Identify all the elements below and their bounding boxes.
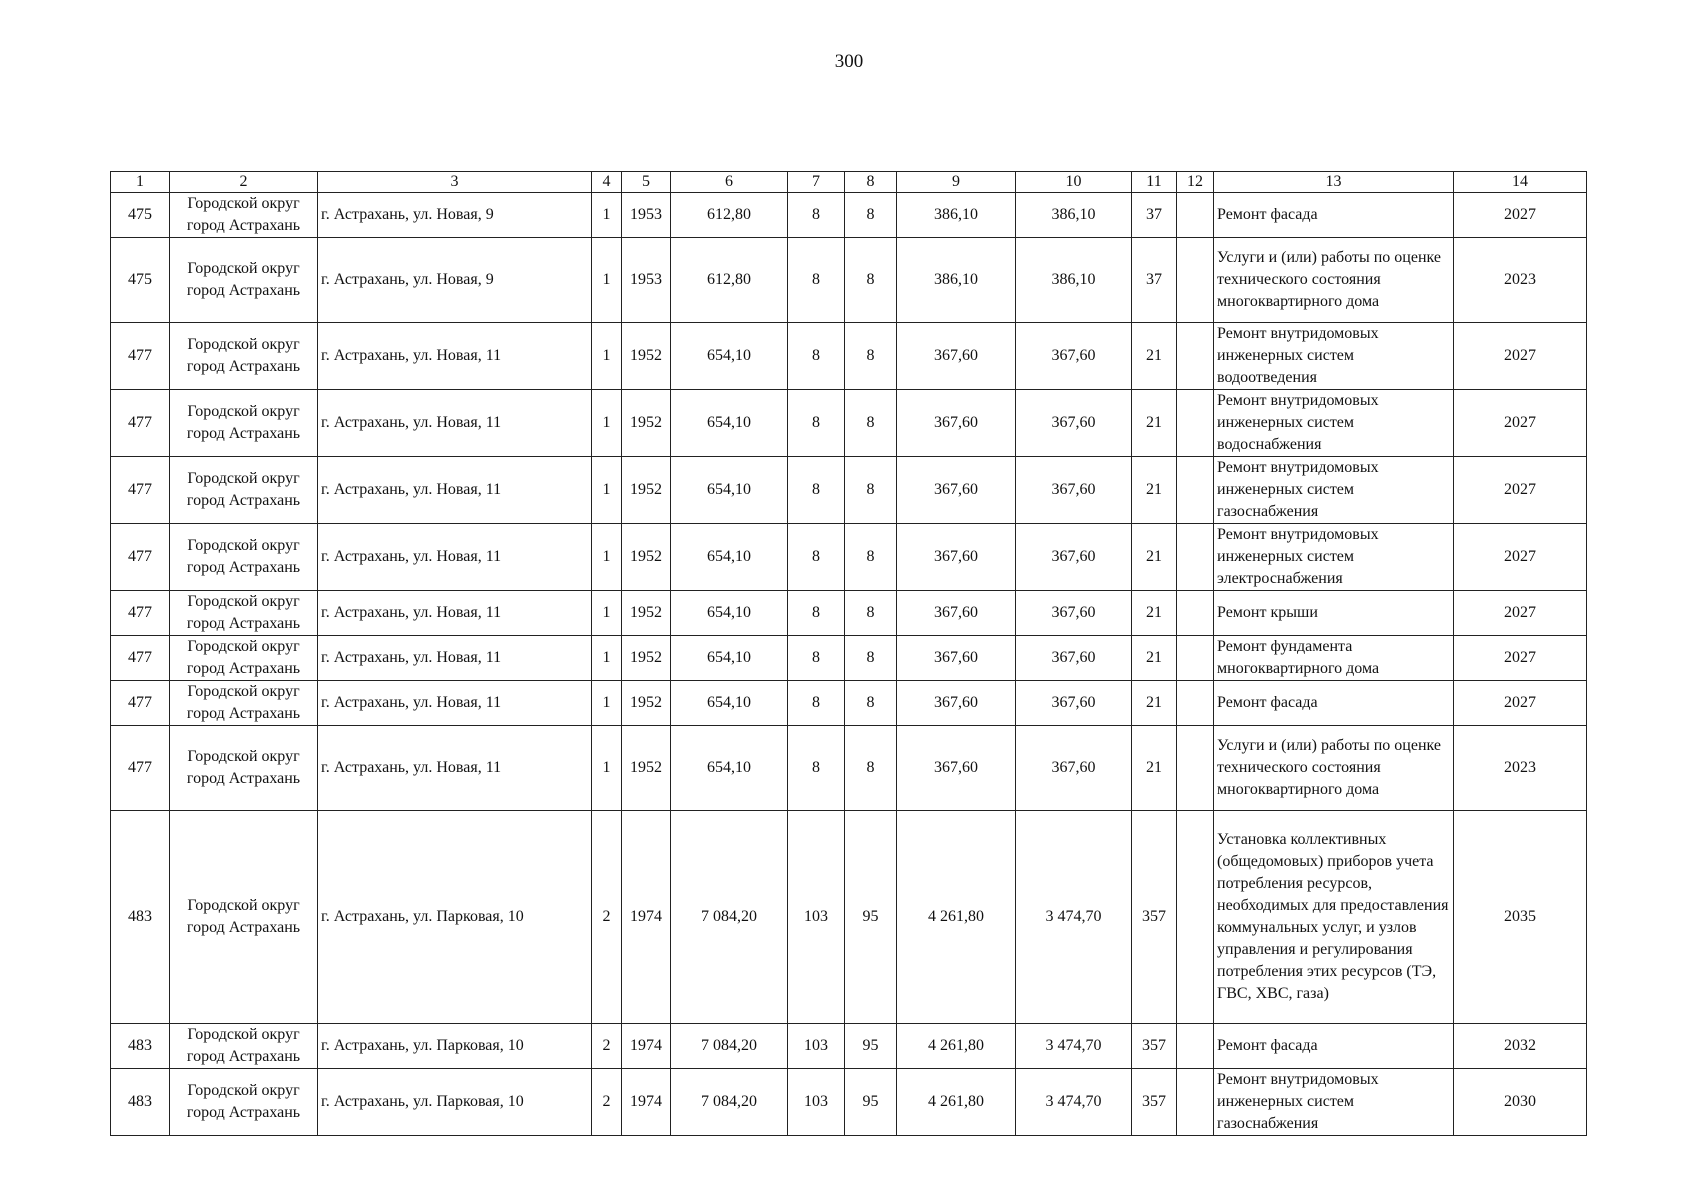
- col12-cell: [1177, 193, 1214, 238]
- total-area-cell: 654,10: [671, 323, 788, 390]
- year-cell: 1974: [622, 811, 671, 1024]
- year-cell: 1952: [622, 457, 671, 524]
- house-number-cell: 483: [111, 811, 170, 1024]
- table-row: [111, 390, 1587, 457]
- area-cell: 367,60: [897, 323, 1016, 390]
- municipality-cell: Городской округ город Астрахань: [170, 524, 318, 591]
- municipality-cell: Городской округ город Астрахань: [170, 681, 318, 726]
- register-table: [110, 171, 1587, 1136]
- living-area-cell: 386,10: [1016, 193, 1132, 238]
- column-header: 13: [1214, 172, 1454, 193]
- living-area-cell: 367,60: [1016, 636, 1132, 681]
- residents-cell: 37: [1132, 193, 1177, 238]
- municipality-cell: Городской округ город Астрахань: [170, 457, 318, 524]
- total-area-cell: 654,10: [671, 726, 788, 811]
- planned-year-cell: 2027: [1454, 681, 1587, 726]
- total-area-cell: 654,10: [671, 636, 788, 681]
- col8-cell: 8: [845, 323, 897, 390]
- table-row: [111, 591, 1587, 636]
- living-area-cell: 367,60: [1016, 591, 1132, 636]
- table-row: [111, 524, 1587, 591]
- total-area-cell: 654,10: [671, 524, 788, 591]
- column-header: 5: [622, 172, 671, 193]
- planned-year-cell: 2027: [1454, 636, 1587, 681]
- col7-cell: 8: [788, 726, 845, 811]
- col12-cell: [1177, 1069, 1214, 1136]
- col8-cell: 95: [845, 1069, 897, 1136]
- table-row: [111, 457, 1587, 524]
- residents-cell: 21: [1132, 390, 1177, 457]
- municipality-cell: Городской округ город Астрахань: [170, 1024, 318, 1069]
- work-type-cell: Ремонт фундамента многоквартирного дома: [1214, 636, 1454, 681]
- col12-cell: [1177, 323, 1214, 390]
- living-area-cell: 3 474,70: [1016, 1069, 1132, 1136]
- municipality-cell: Городской округ город Астрахань: [170, 390, 318, 457]
- living-area-cell: 367,60: [1016, 390, 1132, 457]
- total-area-cell: 7 084,20: [671, 1024, 788, 1069]
- work-type-cell: Ремонт крыши: [1214, 591, 1454, 636]
- year-cell: 1974: [622, 1024, 671, 1069]
- column-header: 1: [111, 172, 170, 193]
- house-number-cell: 475: [111, 193, 170, 238]
- table-row: [111, 811, 1587, 1024]
- area-cell: 367,60: [897, 681, 1016, 726]
- page-number: 300: [834, 51, 864, 72]
- house-number-cell: 483: [111, 1024, 170, 1069]
- house-number-cell: 477: [111, 681, 170, 726]
- year-cell: 1953: [622, 193, 671, 238]
- planned-year-cell: 2027: [1454, 390, 1587, 457]
- year-cell: 1952: [622, 681, 671, 726]
- total-area-cell: 612,80: [671, 193, 788, 238]
- column-header: 6: [671, 172, 788, 193]
- work-type-cell: Услуги и (или) работы по оценке технического состояния многоквартирного дома: [1214, 238, 1454, 323]
- total-area-cell: 654,10: [671, 457, 788, 524]
- col4-cell: 1: [592, 681, 622, 726]
- col8-cell: 95: [845, 811, 897, 1024]
- col12-cell: [1177, 811, 1214, 1024]
- table-row: [111, 636, 1587, 681]
- col8-cell: 95: [845, 1024, 897, 1069]
- year-cell: 1952: [622, 323, 671, 390]
- year-cell: 1952: [622, 726, 671, 811]
- planned-year-cell: 2027: [1454, 524, 1587, 591]
- work-type-cell: Ремонт фасада: [1214, 1024, 1454, 1069]
- year-cell: 1952: [622, 591, 671, 636]
- table-row: [111, 193, 1587, 238]
- residents-cell: 357: [1132, 811, 1177, 1024]
- house-number-cell: 477: [111, 524, 170, 591]
- municipality-cell: Городской округ город Астрахань: [170, 726, 318, 811]
- municipality-cell: Городской округ город Астрахань: [170, 193, 318, 238]
- col4-cell: 1: [592, 193, 622, 238]
- total-area-cell: 654,10: [671, 591, 788, 636]
- col8-cell: 8: [845, 390, 897, 457]
- column-header: 2: [170, 172, 318, 193]
- work-type-cell: Ремонт внутридомовых инженерных систем газоснабжения: [1214, 1069, 1454, 1136]
- column-number-row: [111, 172, 1587, 193]
- col4-cell: 1: [592, 323, 622, 390]
- year-cell: 1952: [622, 390, 671, 457]
- col12-cell: [1177, 681, 1214, 726]
- house-number-cell: 477: [111, 457, 170, 524]
- col7-cell: 8: [788, 636, 845, 681]
- residents-cell: 21: [1132, 726, 1177, 811]
- address-cell: г. Астрахань, ул. Новая, 11: [318, 323, 592, 390]
- col7-cell: 8: [788, 457, 845, 524]
- residents-cell: 37: [1132, 238, 1177, 323]
- col4-cell: 1: [592, 524, 622, 591]
- address-cell: г. Астрахань, ул. Парковая, 10: [318, 1069, 592, 1136]
- living-area-cell: 3 474,70: [1016, 811, 1132, 1024]
- house-number-cell: 477: [111, 726, 170, 811]
- area-cell: 386,10: [897, 238, 1016, 323]
- residents-cell: 21: [1132, 457, 1177, 524]
- house-number-cell: 477: [111, 323, 170, 390]
- col4-cell: 2: [592, 1024, 622, 1069]
- col12-cell: [1177, 1024, 1214, 1069]
- address-cell: г. Астрахань, ул. Новая, 11: [318, 726, 592, 811]
- planned-year-cell: 2032: [1454, 1024, 1587, 1069]
- col12-cell: [1177, 524, 1214, 591]
- municipality-cell: Городской округ город Астрахань: [170, 591, 318, 636]
- work-type-cell: Ремонт внутридомовых инженерных систем электроснабжения: [1214, 524, 1454, 591]
- work-type-cell: Ремонт фасада: [1214, 193, 1454, 238]
- area-cell: 367,60: [897, 390, 1016, 457]
- residents-cell: 357: [1132, 1069, 1177, 1136]
- col4-cell: 1: [592, 726, 622, 811]
- table-body: [111, 193, 1587, 1136]
- address-cell: г. Астрахань, ул. Новая, 11: [318, 636, 592, 681]
- year-cell: 1974: [622, 1069, 671, 1136]
- residents-cell: 357: [1132, 1024, 1177, 1069]
- planned-year-cell: 2023: [1454, 238, 1587, 323]
- living-area-cell: 386,10: [1016, 238, 1132, 323]
- total-area-cell: 654,10: [671, 681, 788, 726]
- address-cell: г. Астрахань, ул. Новая, 9: [318, 238, 592, 323]
- work-type-cell: Ремонт фасада: [1214, 681, 1454, 726]
- area-cell: 367,60: [897, 726, 1016, 811]
- table-row: [111, 238, 1587, 323]
- living-area-cell: 367,60: [1016, 726, 1132, 811]
- address-cell: г. Астрахань, ул. Новая, 11: [318, 681, 592, 726]
- col7-cell: 8: [788, 390, 845, 457]
- column-header: 10: [1016, 172, 1132, 193]
- col12-cell: [1177, 591, 1214, 636]
- col4-cell: 2: [592, 1069, 622, 1136]
- residents-cell: 21: [1132, 681, 1177, 726]
- address-cell: г. Астрахань, ул. Новая, 9: [318, 193, 592, 238]
- col12-cell: [1177, 726, 1214, 811]
- col7-cell: 8: [788, 323, 845, 390]
- col7-cell: 8: [788, 681, 845, 726]
- residents-cell: 21: [1132, 323, 1177, 390]
- planned-year-cell: 2027: [1454, 323, 1587, 390]
- col7-cell: 8: [788, 591, 845, 636]
- col7-cell: 8: [788, 193, 845, 238]
- column-header: 3: [318, 172, 592, 193]
- col4-cell: 1: [592, 591, 622, 636]
- col8-cell: 8: [845, 457, 897, 524]
- living-area-cell: 367,60: [1016, 323, 1132, 390]
- living-area-cell: 367,60: [1016, 681, 1132, 726]
- col8-cell: 8: [845, 238, 897, 323]
- living-area-cell: 3 474,70: [1016, 1024, 1132, 1069]
- house-number-cell: 477: [111, 591, 170, 636]
- col12-cell: [1177, 390, 1214, 457]
- residents-cell: 21: [1132, 591, 1177, 636]
- table-row: [111, 1069, 1587, 1136]
- area-cell: 367,60: [897, 636, 1016, 681]
- col7-cell: 103: [788, 1024, 845, 1069]
- col4-cell: 2: [592, 811, 622, 1024]
- planned-year-cell: 2035: [1454, 811, 1587, 1024]
- planned-year-cell: 2030: [1454, 1069, 1587, 1136]
- col7-cell: 8: [788, 524, 845, 591]
- col8-cell: 8: [845, 681, 897, 726]
- col4-cell: 1: [592, 390, 622, 457]
- area-cell: 4 261,80: [897, 1024, 1016, 1069]
- municipality-cell: Городской округ город Астрахань: [170, 238, 318, 323]
- work-type-cell: Ремонт внутридомовых инженерных систем водоснабжения: [1214, 390, 1454, 457]
- municipality-cell: Городской округ город Астрахань: [170, 811, 318, 1024]
- table-row: [111, 681, 1587, 726]
- work-type-cell: Ремонт внутридомовых инженерных систем водоотведения: [1214, 323, 1454, 390]
- area-cell: 4 261,80: [897, 1069, 1016, 1136]
- total-area-cell: 612,80: [671, 238, 788, 323]
- planned-year-cell: 2027: [1454, 193, 1587, 238]
- col8-cell: 8: [845, 591, 897, 636]
- area-cell: 367,60: [897, 524, 1016, 591]
- residents-cell: 21: [1132, 636, 1177, 681]
- total-area-cell: 7 084,20: [671, 1069, 788, 1136]
- address-cell: г. Астрахань, ул. Новая, 11: [318, 457, 592, 524]
- col8-cell: 8: [845, 524, 897, 591]
- planned-year-cell: 2027: [1454, 457, 1587, 524]
- col7-cell: 103: [788, 1069, 845, 1136]
- col4-cell: 1: [592, 636, 622, 681]
- house-number-cell: 483: [111, 1069, 170, 1136]
- total-area-cell: 654,10: [671, 390, 788, 457]
- col12-cell: [1177, 636, 1214, 681]
- municipality-cell: Городской округ город Астрахань: [170, 323, 318, 390]
- house-number-cell: 475: [111, 238, 170, 323]
- column-header: 11: [1132, 172, 1177, 193]
- col8-cell: 8: [845, 726, 897, 811]
- house-number-cell: 477: [111, 636, 170, 681]
- table-row: [111, 1024, 1587, 1069]
- planned-year-cell: 2023: [1454, 726, 1587, 811]
- col12-cell: [1177, 238, 1214, 323]
- area-cell: 367,60: [897, 457, 1016, 524]
- work-type-cell: Услуги и (или) работы по оценке технического состояния многоквартирного дома: [1214, 726, 1454, 811]
- col4-cell: 1: [592, 238, 622, 323]
- work-type-cell: Установка коллективных (общедомовых) приборов учета потребления ресурсов, необходимых для предоставления коммунальных услуг, и узлов управления и регулирования потребления этих ресурсов (ТЭ, ГВС, ХВС, газа): [1214, 811, 1454, 1024]
- column-header: 7: [788, 172, 845, 193]
- column-header: 12: [1177, 172, 1214, 193]
- col12-cell: [1177, 457, 1214, 524]
- municipality-cell: Городской округ город Астрахань: [170, 1069, 318, 1136]
- residents-cell: 21: [1132, 524, 1177, 591]
- year-cell: 1952: [622, 524, 671, 591]
- table-row: [111, 726, 1587, 811]
- area-cell: 367,60: [897, 591, 1016, 636]
- address-cell: г. Астрахань, ул. Новая, 11: [318, 591, 592, 636]
- address-cell: г. Астрахань, ул. Парковая, 10: [318, 1024, 592, 1069]
- col7-cell: 8: [788, 238, 845, 323]
- planned-year-cell: 2027: [1454, 591, 1587, 636]
- year-cell: 1953: [622, 238, 671, 323]
- table-row: [111, 323, 1587, 390]
- col4-cell: 1: [592, 457, 622, 524]
- house-number-cell: 477: [111, 390, 170, 457]
- address-cell: г. Астрахань, ул. Парковая, 10: [318, 811, 592, 1024]
- work-type-cell: Ремонт внутридомовых инженерных систем газоснабжения: [1214, 457, 1454, 524]
- area-cell: 386,10: [897, 193, 1016, 238]
- address-cell: г. Астрахань, ул. Новая, 11: [318, 524, 592, 591]
- year-cell: 1952: [622, 636, 671, 681]
- address-cell: г. Астрахань, ул. Новая, 11: [318, 390, 592, 457]
- col7-cell: 103: [788, 811, 845, 1024]
- living-area-cell: 367,60: [1016, 457, 1132, 524]
- total-area-cell: 7 084,20: [671, 811, 788, 1024]
- col8-cell: 8: [845, 193, 897, 238]
- column-header: 9: [897, 172, 1016, 193]
- col8-cell: 8: [845, 636, 897, 681]
- column-header: 8: [845, 172, 897, 193]
- living-area-cell: 367,60: [1016, 524, 1132, 591]
- column-header: 14: [1454, 172, 1587, 193]
- area-cell: 4 261,80: [897, 811, 1016, 1024]
- column-header: 4: [592, 172, 622, 193]
- municipality-cell: Городской округ город Астрахань: [170, 636, 318, 681]
